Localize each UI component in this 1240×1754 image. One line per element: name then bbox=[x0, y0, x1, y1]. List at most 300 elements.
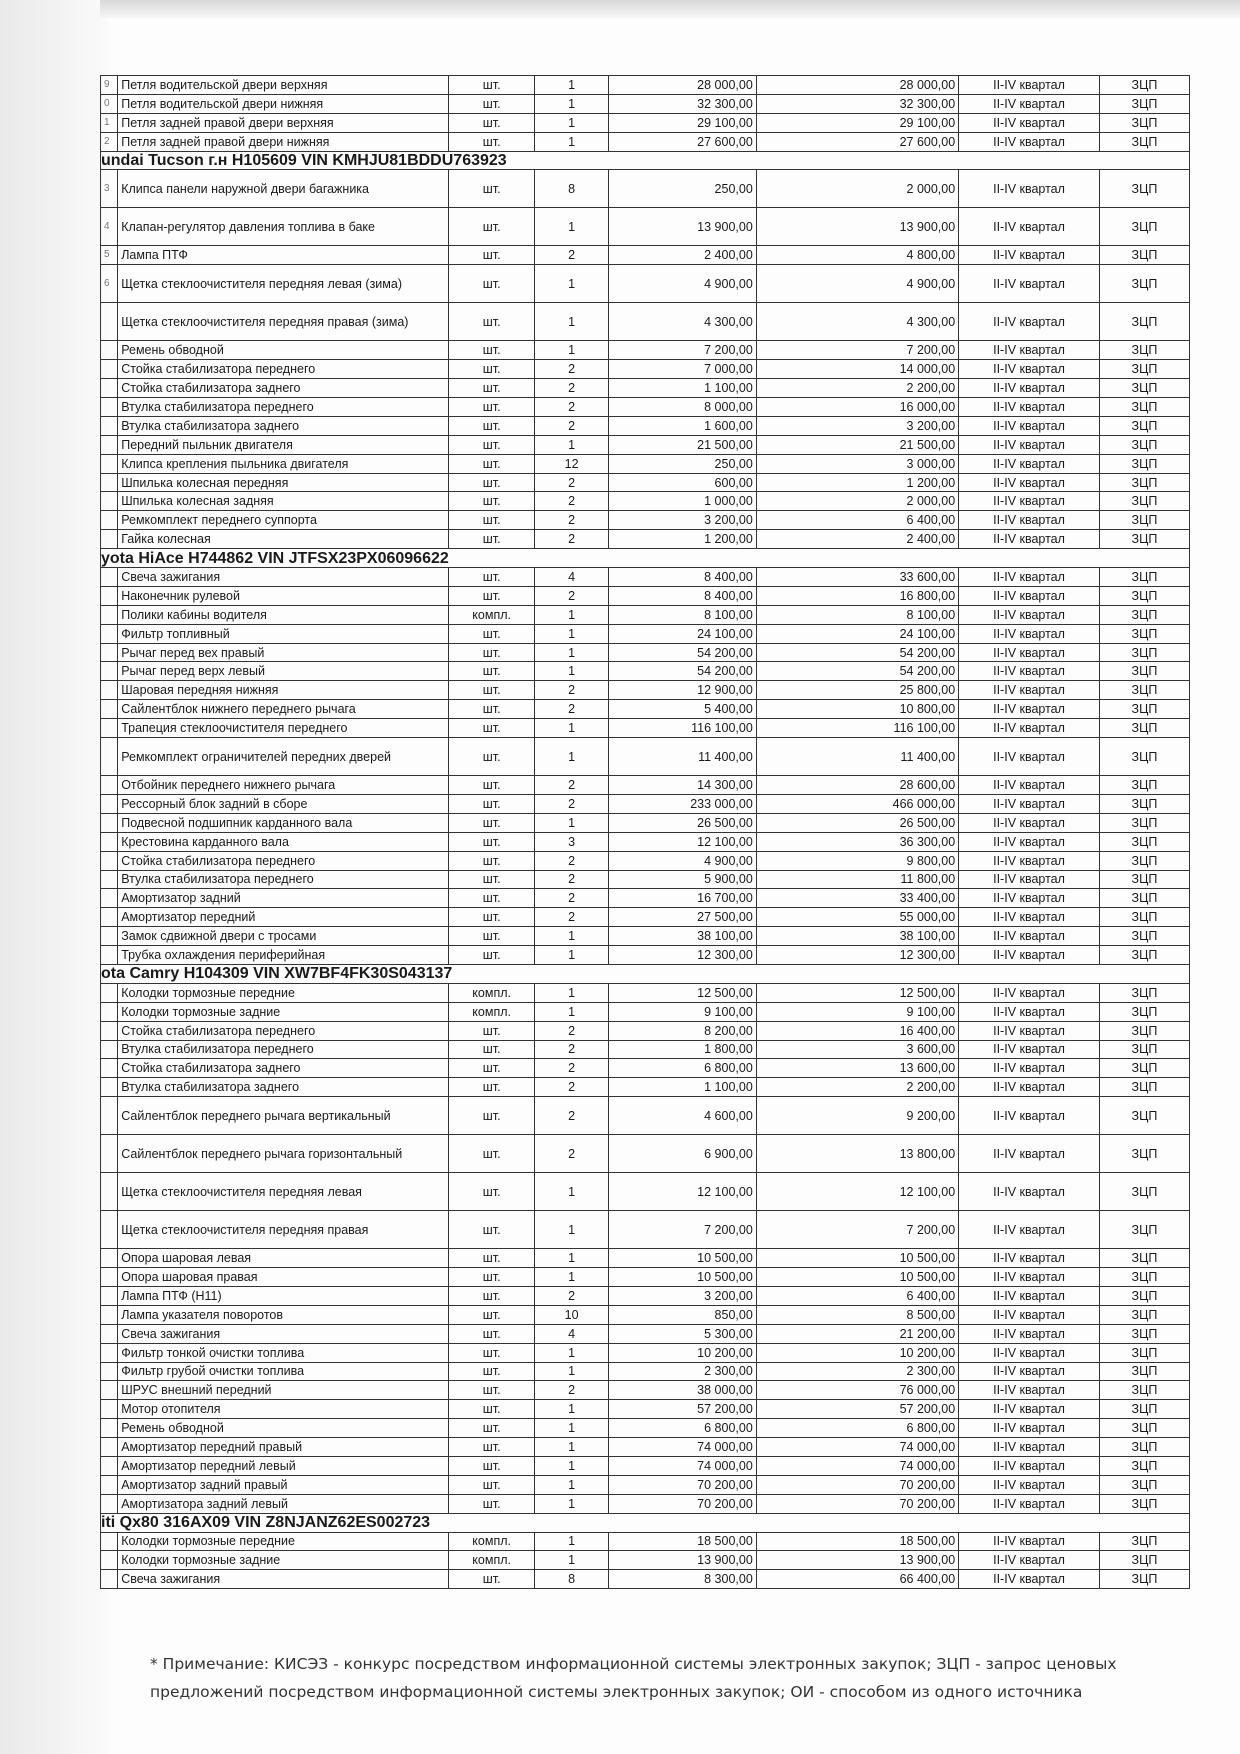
item-procurement-method: ЗЦП bbox=[1099, 511, 1189, 530]
item-total: 33 400,00 bbox=[756, 889, 958, 908]
item-procurement-method: ЗЦП bbox=[1099, 586, 1189, 605]
item-total: 2 200,00 bbox=[756, 1078, 958, 1097]
table-row bbox=[101, 1570, 1190, 1589]
item-quantity: 1 bbox=[535, 113, 609, 132]
item-period: II-IV квартал bbox=[959, 511, 1100, 530]
item-procurement-method: ЗЦП bbox=[1099, 605, 1189, 624]
item-unit: шт. bbox=[449, 379, 535, 398]
item-unit-price: 5 300,00 bbox=[609, 1324, 757, 1343]
table-row bbox=[101, 246, 1190, 265]
table-row bbox=[101, 511, 1190, 530]
row-number bbox=[101, 360, 118, 379]
item-period: II-IV квартал bbox=[959, 1078, 1100, 1097]
item-period: II-IV квартал bbox=[959, 1249, 1100, 1268]
item-name: Ремень обводной bbox=[118, 341, 449, 360]
row-number bbox=[101, 851, 118, 870]
item-unit-price: 13 900,00 bbox=[609, 1551, 757, 1570]
item-unit: шт. bbox=[449, 76, 535, 95]
item-quantity: 2 bbox=[535, 530, 609, 549]
item-procurement-method: ЗЦП bbox=[1099, 719, 1189, 738]
table-row bbox=[101, 1551, 1190, 1570]
row-number bbox=[101, 643, 118, 662]
table-row bbox=[101, 303, 1190, 341]
item-unit: шт. bbox=[449, 738, 535, 776]
item-total: 16 400,00 bbox=[756, 1021, 958, 1040]
item-name: Лампа ПТФ bbox=[118, 246, 449, 265]
item-total: 14 000,00 bbox=[756, 360, 958, 379]
item-unit-price: 4 600,00 bbox=[609, 1097, 757, 1135]
item-name: Сайлентблок переднего рычага горизонтальный bbox=[118, 1135, 449, 1173]
item-quantity: 8 bbox=[535, 170, 609, 208]
table-row bbox=[101, 889, 1190, 908]
item-period: II-IV квартал bbox=[959, 738, 1100, 776]
item-name: Наконечник рулевой bbox=[118, 586, 449, 605]
item-unit: шт. bbox=[449, 889, 535, 908]
item-name: Ремкомплект переднего суппорта bbox=[118, 511, 449, 530]
vehicle-group-title: yota HiAce Н744862 VIN JTFSX23PX06096622 bbox=[101, 549, 1190, 568]
row-number bbox=[101, 1343, 118, 1362]
item-unit-price: 12 100,00 bbox=[609, 1173, 757, 1211]
item-unit: шт. bbox=[449, 1570, 535, 1589]
item-unit: шт. bbox=[449, 1456, 535, 1475]
item-name: Щетка стеклоочистителя передняя правая bbox=[118, 1211, 449, 1249]
item-total: 33 600,00 bbox=[756, 568, 958, 587]
item-unit-price: 1 200,00 bbox=[609, 530, 757, 549]
item-name: Фильтр грубой очистки топлива bbox=[118, 1362, 449, 1381]
item-unit: шт. bbox=[449, 1362, 535, 1381]
item-total: 28 600,00 bbox=[756, 776, 958, 795]
item-period: II-IV квартал bbox=[959, 208, 1100, 246]
item-unit-price: 8 400,00 bbox=[609, 568, 757, 587]
item-unit: шт. bbox=[449, 700, 535, 719]
item-name: Клапан-регулятор давления топлива в баке bbox=[118, 208, 449, 246]
item-total: 70 200,00 bbox=[756, 1494, 958, 1513]
item-total: 4 900,00 bbox=[756, 265, 958, 303]
item-period: II-IV квартал bbox=[959, 360, 1100, 379]
item-procurement-method: ЗЦП bbox=[1099, 1305, 1189, 1324]
item-procurement-method: ЗЦП bbox=[1099, 1532, 1189, 1551]
table-row bbox=[101, 1286, 1190, 1305]
item-total: 57 200,00 bbox=[756, 1400, 958, 1419]
item-period: II-IV квартал bbox=[959, 1021, 1100, 1040]
item-total: 13 900,00 bbox=[756, 208, 958, 246]
item-unit: компл. bbox=[449, 1532, 535, 1551]
item-total: 16 000,00 bbox=[756, 398, 958, 417]
item-procurement-method: ЗЦП bbox=[1099, 1324, 1189, 1343]
item-unit: шт. bbox=[449, 398, 535, 417]
item-name: Втулка стабилизатора переднего bbox=[118, 1040, 449, 1059]
item-period: II-IV квартал bbox=[959, 379, 1100, 398]
item-unit: шт. bbox=[449, 1078, 535, 1097]
item-quantity: 1 bbox=[535, 1456, 609, 1475]
item-procurement-method: ЗЦП bbox=[1099, 379, 1189, 398]
item-unit-price: 74 000,00 bbox=[609, 1438, 757, 1457]
item-period: II-IV квартал bbox=[959, 1438, 1100, 1457]
item-quantity: 1 bbox=[535, 94, 609, 113]
item-quantity: 12 bbox=[535, 454, 609, 473]
item-total: 9 200,00 bbox=[756, 1097, 958, 1135]
item-unit-price: 27 600,00 bbox=[609, 132, 757, 151]
item-total: 18 500,00 bbox=[756, 1532, 958, 1551]
table-row bbox=[101, 76, 1190, 95]
item-quantity: 2 bbox=[535, 870, 609, 889]
item-quantity: 1 bbox=[535, 813, 609, 832]
row-number bbox=[101, 1438, 118, 1457]
item-name: Ремень обводной bbox=[118, 1419, 449, 1438]
item-quantity: 1 bbox=[535, 341, 609, 360]
item-procurement-method: ЗЦП bbox=[1099, 492, 1189, 511]
item-period: II-IV квартал bbox=[959, 870, 1100, 889]
item-procurement-method: ЗЦП bbox=[1099, 94, 1189, 113]
item-name: Ремкомплект ограничителей передних дверей bbox=[118, 738, 449, 776]
table-row bbox=[101, 398, 1190, 417]
vehicle-group-title: ota Camry Н104309 VIN XW7BF4FK30S043137 bbox=[101, 964, 1190, 983]
row-number bbox=[101, 624, 118, 643]
row-number bbox=[101, 1268, 118, 1287]
item-procurement-method: ЗЦП bbox=[1099, 776, 1189, 795]
item-quantity: 1 bbox=[535, 1362, 609, 1381]
item-quantity: 3 bbox=[535, 832, 609, 851]
table-row bbox=[101, 927, 1190, 946]
item-unit-price: 12 900,00 bbox=[609, 681, 757, 700]
item-name: Лампа указателя поворотов bbox=[118, 1305, 449, 1324]
item-unit-price: 1 800,00 bbox=[609, 1040, 757, 1059]
item-total: 13 900,00 bbox=[756, 1551, 958, 1570]
row-number: 3 bbox=[101, 170, 118, 208]
item-name: Фильтр топливный bbox=[118, 624, 449, 643]
item-total: 10 500,00 bbox=[756, 1249, 958, 1268]
item-total: 11 800,00 bbox=[756, 870, 958, 889]
row-number bbox=[101, 1097, 118, 1135]
item-unit-price: 24 100,00 bbox=[609, 624, 757, 643]
item-unit-price: 14 300,00 bbox=[609, 776, 757, 795]
item-period: II-IV квартал bbox=[959, 927, 1100, 946]
row-number bbox=[101, 492, 118, 511]
item-period: II-IV квартал bbox=[959, 1324, 1100, 1343]
item-quantity: 1 bbox=[535, 1343, 609, 1362]
item-quantity: 2 bbox=[535, 1040, 609, 1059]
row-number bbox=[101, 530, 118, 549]
item-unit: шт. bbox=[449, 246, 535, 265]
item-unit-price: 8 200,00 bbox=[609, 1021, 757, 1040]
item-period: II-IV квартал bbox=[959, 851, 1100, 870]
item-period: II-IV квартал bbox=[959, 1268, 1100, 1287]
table-row bbox=[101, 1475, 1190, 1494]
item-period: II-IV квартал bbox=[959, 568, 1100, 587]
table-row bbox=[101, 1305, 1190, 1324]
item-unit-price: 6 900,00 bbox=[609, 1135, 757, 1173]
table-row bbox=[101, 1021, 1190, 1040]
item-unit: шт. bbox=[449, 586, 535, 605]
item-unit-price: 1 100,00 bbox=[609, 379, 757, 398]
item-quantity: 2 bbox=[535, 586, 609, 605]
table-row bbox=[101, 624, 1190, 643]
item-quantity: 1 bbox=[535, 624, 609, 643]
row-number bbox=[101, 586, 118, 605]
row-number bbox=[101, 1532, 118, 1551]
row-number: 6 bbox=[101, 265, 118, 303]
table-row bbox=[101, 776, 1190, 795]
item-unit-price: 7 000,00 bbox=[609, 360, 757, 379]
table-row bbox=[101, 1097, 1190, 1135]
vehicle-group-header bbox=[101, 1513, 1190, 1532]
footnote bbox=[150, 1650, 1180, 1706]
item-name: Петля задней правой двери нижняя bbox=[118, 132, 449, 151]
item-name: Свеча зажигания bbox=[118, 1324, 449, 1343]
table-row bbox=[101, 170, 1190, 208]
item-period: II-IV квартал bbox=[959, 1002, 1100, 1021]
table-row bbox=[101, 1419, 1190, 1438]
item-period: II-IV квартал bbox=[959, 1173, 1100, 1211]
item-unit: компл. bbox=[449, 1551, 535, 1570]
item-name: Колодки тормозные задние bbox=[118, 1002, 449, 1021]
item-quantity: 2 bbox=[535, 1097, 609, 1135]
item-period: II-IV квартал bbox=[959, 303, 1100, 341]
item-procurement-method: ЗЦП bbox=[1099, 1570, 1189, 1589]
item-name: Шаровая передняя нижняя bbox=[118, 681, 449, 700]
item-unit-price: 8 000,00 bbox=[609, 398, 757, 417]
item-unit-price: 18 500,00 bbox=[609, 1532, 757, 1551]
row-number: 9 bbox=[101, 76, 118, 95]
item-quantity: 1 bbox=[535, 643, 609, 662]
item-period: II-IV квартал bbox=[959, 1040, 1100, 1059]
item-unit-price: 1 600,00 bbox=[609, 416, 757, 435]
item-period: II-IV квартал bbox=[959, 1097, 1100, 1135]
item-quantity: 2 bbox=[535, 379, 609, 398]
item-quantity: 1 bbox=[535, 1532, 609, 1551]
item-unit: шт. bbox=[449, 435, 535, 454]
row-number bbox=[101, 927, 118, 946]
item-unit: шт. bbox=[449, 416, 535, 435]
item-period: II-IV квартал bbox=[959, 908, 1100, 927]
item-unit: шт. bbox=[449, 662, 535, 681]
item-total: 11 400,00 bbox=[756, 738, 958, 776]
item-total: 25 800,00 bbox=[756, 681, 958, 700]
item-name: Рычаг перед верх левый bbox=[118, 662, 449, 681]
item-unit-price: 8 300,00 bbox=[609, 1570, 757, 1589]
item-unit-price: 11 400,00 bbox=[609, 738, 757, 776]
vehicle-group-header bbox=[101, 549, 1190, 568]
item-unit: шт. bbox=[449, 776, 535, 795]
item-procurement-method: ЗЦП bbox=[1099, 170, 1189, 208]
table-row bbox=[101, 1456, 1190, 1475]
item-unit-price: 233 000,00 bbox=[609, 794, 757, 813]
table-row bbox=[101, 681, 1190, 700]
table-row bbox=[101, 719, 1190, 738]
table-row bbox=[101, 1249, 1190, 1268]
item-unit-price: 1 100,00 bbox=[609, 1078, 757, 1097]
item-quantity: 1 bbox=[535, 1551, 609, 1570]
item-quantity: 1 bbox=[535, 435, 609, 454]
row-number bbox=[101, 1570, 118, 1589]
item-unit: шт. bbox=[449, 530, 535, 549]
table-row bbox=[101, 492, 1190, 511]
item-total: 6 800,00 bbox=[756, 1419, 958, 1438]
item-unit: шт. bbox=[449, 870, 535, 889]
item-total: 6 400,00 bbox=[756, 1286, 958, 1305]
table-row bbox=[101, 530, 1190, 549]
item-period: II-IV квартал bbox=[959, 1551, 1100, 1570]
item-unit-price: 70 200,00 bbox=[609, 1475, 757, 1494]
item-name: Колодки тормозные задние bbox=[118, 1551, 449, 1570]
table-row bbox=[101, 738, 1190, 776]
item-procurement-method: ЗЦП bbox=[1099, 1173, 1189, 1211]
item-period: II-IV квартал bbox=[959, 832, 1100, 851]
item-unit-price: 38 000,00 bbox=[609, 1381, 757, 1400]
item-quantity: 1 bbox=[535, 983, 609, 1002]
row-number bbox=[101, 813, 118, 832]
item-name: Шпилька колесная передняя bbox=[118, 473, 449, 492]
item-name: Замок сдвижной двери с тросами bbox=[118, 927, 449, 946]
row-number bbox=[101, 1059, 118, 1078]
item-unit-price: 4 900,00 bbox=[609, 265, 757, 303]
table-row bbox=[101, 1040, 1190, 1059]
item-unit-price: 600,00 bbox=[609, 473, 757, 492]
item-total: 13 800,00 bbox=[756, 1135, 958, 1173]
item-name: Колодки тормозные передние bbox=[118, 983, 449, 1002]
row-number bbox=[101, 379, 118, 398]
item-name: Фильтр тонкой очистки топлива bbox=[118, 1343, 449, 1362]
item-procurement-method: ЗЦП bbox=[1099, 1362, 1189, 1381]
item-procurement-method: ЗЦП bbox=[1099, 738, 1189, 776]
item-name: Стойка стабилизатора переднего bbox=[118, 1021, 449, 1040]
item-procurement-method: ЗЦП bbox=[1099, 208, 1189, 246]
item-total: 1 200,00 bbox=[756, 473, 958, 492]
item-total: 70 200,00 bbox=[756, 1475, 958, 1494]
item-period: II-IV квартал bbox=[959, 946, 1100, 965]
item-quantity: 4 bbox=[535, 568, 609, 587]
item-total: 28 000,00 bbox=[756, 76, 958, 95]
item-quantity: 2 bbox=[535, 1021, 609, 1040]
item-period: II-IV квартал bbox=[959, 776, 1100, 795]
item-period: II-IV квартал bbox=[959, 624, 1100, 643]
row-number bbox=[101, 1249, 118, 1268]
item-total: 12 300,00 bbox=[756, 946, 958, 965]
item-quantity: 2 bbox=[535, 416, 609, 435]
spare-parts-table bbox=[100, 75, 1190, 1589]
item-procurement-method: ЗЦП bbox=[1099, 1551, 1189, 1570]
item-unit-price: 21 500,00 bbox=[609, 435, 757, 454]
row-number bbox=[101, 1400, 118, 1419]
item-period: II-IV квартал bbox=[959, 473, 1100, 492]
item-unit: шт. bbox=[449, 794, 535, 813]
item-quantity: 1 bbox=[535, 605, 609, 624]
item-name: Отбойник переднего нижнего рычага bbox=[118, 776, 449, 795]
item-quantity: 1 bbox=[535, 1475, 609, 1494]
item-quantity: 1 bbox=[535, 927, 609, 946]
row-number bbox=[101, 1475, 118, 1494]
item-name: Щетка стеклоочистителя передняя левая (зима) bbox=[118, 265, 449, 303]
item-unit-price: 27 500,00 bbox=[609, 908, 757, 927]
scan-top-edge bbox=[100, 0, 1240, 18]
item-name: Сайлентблок нижнего переднего рычага bbox=[118, 700, 449, 719]
item-period: II-IV квартал bbox=[959, 1532, 1100, 1551]
table-row bbox=[101, 813, 1190, 832]
item-unit: шт. bbox=[449, 681, 535, 700]
item-unit: компл. bbox=[449, 1002, 535, 1021]
row-number bbox=[101, 1456, 118, 1475]
item-unit-price: 54 200,00 bbox=[609, 643, 757, 662]
item-unit: шт. bbox=[449, 908, 535, 927]
vehicle-group-title: iti Qx80 316АХ09 VIN Z8NJANZ62ES002723 bbox=[101, 1513, 1190, 1532]
item-period: II-IV квартал bbox=[959, 605, 1100, 624]
item-total: 29 100,00 bbox=[756, 113, 958, 132]
row-number bbox=[101, 662, 118, 681]
row-number bbox=[101, 1494, 118, 1513]
item-unit: шт. bbox=[449, 1135, 535, 1173]
item-quantity: 2 bbox=[535, 1381, 609, 1400]
item-total: 8 100,00 bbox=[756, 605, 958, 624]
row-number bbox=[101, 473, 118, 492]
item-name: Стойка стабилизатора заднего bbox=[118, 1059, 449, 1078]
item-unit-price: 54 200,00 bbox=[609, 662, 757, 681]
item-total: 2 000,00 bbox=[756, 492, 958, 511]
row-number bbox=[101, 341, 118, 360]
item-total: 2 000,00 bbox=[756, 170, 958, 208]
item-name: Амортизатора задний левый bbox=[118, 1494, 449, 1513]
item-unit-price: 4 300,00 bbox=[609, 303, 757, 341]
item-procurement-method: ЗЦП bbox=[1099, 946, 1189, 965]
item-unit: шт. bbox=[449, 1324, 535, 1343]
item-total: 6 400,00 bbox=[756, 511, 958, 530]
item-name: Свеча зажигания bbox=[118, 568, 449, 587]
table-row bbox=[101, 1135, 1190, 1173]
item-total: 10 200,00 bbox=[756, 1343, 958, 1362]
item-unit-price: 38 100,00 bbox=[609, 927, 757, 946]
item-name: Петля водительской двери нижняя bbox=[118, 94, 449, 113]
row-number bbox=[101, 1078, 118, 1097]
row-number bbox=[101, 983, 118, 1002]
item-quantity: 1 bbox=[535, 738, 609, 776]
item-procurement-method: ЗЦП bbox=[1099, 1494, 1189, 1513]
item-total: 27 600,00 bbox=[756, 132, 958, 151]
table-row bbox=[101, 1324, 1190, 1343]
row-number bbox=[101, 700, 118, 719]
item-name: Втулка стабилизатора заднего bbox=[118, 1078, 449, 1097]
item-quantity: 2 bbox=[535, 794, 609, 813]
table-row bbox=[101, 1362, 1190, 1381]
row-number bbox=[101, 776, 118, 795]
item-name: Полики кабины водителя bbox=[118, 605, 449, 624]
item-unit: шт. bbox=[449, 113, 535, 132]
item-procurement-method: ЗЦП bbox=[1099, 246, 1189, 265]
item-period: II-IV квартал bbox=[959, 1305, 1100, 1324]
item-total: 3 600,00 bbox=[756, 1040, 958, 1059]
item-total: 54 200,00 bbox=[756, 643, 958, 662]
row-number bbox=[101, 511, 118, 530]
item-quantity: 1 bbox=[535, 1211, 609, 1249]
item-procurement-method: ЗЦП bbox=[1099, 681, 1189, 700]
item-name: Опора шаровая левая bbox=[118, 1249, 449, 1268]
item-quantity: 1 bbox=[535, 1438, 609, 1457]
item-total: 36 300,00 bbox=[756, 832, 958, 851]
item-total: 8 500,00 bbox=[756, 1305, 958, 1324]
item-period: II-IV квартал bbox=[959, 1570, 1100, 1589]
item-procurement-method: ЗЦП bbox=[1099, 454, 1189, 473]
table-row bbox=[101, 568, 1190, 587]
row-number: 4 bbox=[101, 208, 118, 246]
table-row bbox=[101, 208, 1190, 246]
table-row bbox=[101, 473, 1190, 492]
row-number bbox=[101, 719, 118, 738]
item-name: Трапеция стеклоочистителя переднего bbox=[118, 719, 449, 738]
item-name: Рычаг перед вех правый bbox=[118, 643, 449, 662]
item-name: Петля водительской двери верхняя bbox=[118, 76, 449, 95]
item-quantity: 1 bbox=[535, 1249, 609, 1268]
item-procurement-method: ЗЦП bbox=[1099, 1419, 1189, 1438]
item-unit: шт. bbox=[449, 1021, 535, 1040]
item-period: II-IV квартал bbox=[959, 530, 1100, 549]
